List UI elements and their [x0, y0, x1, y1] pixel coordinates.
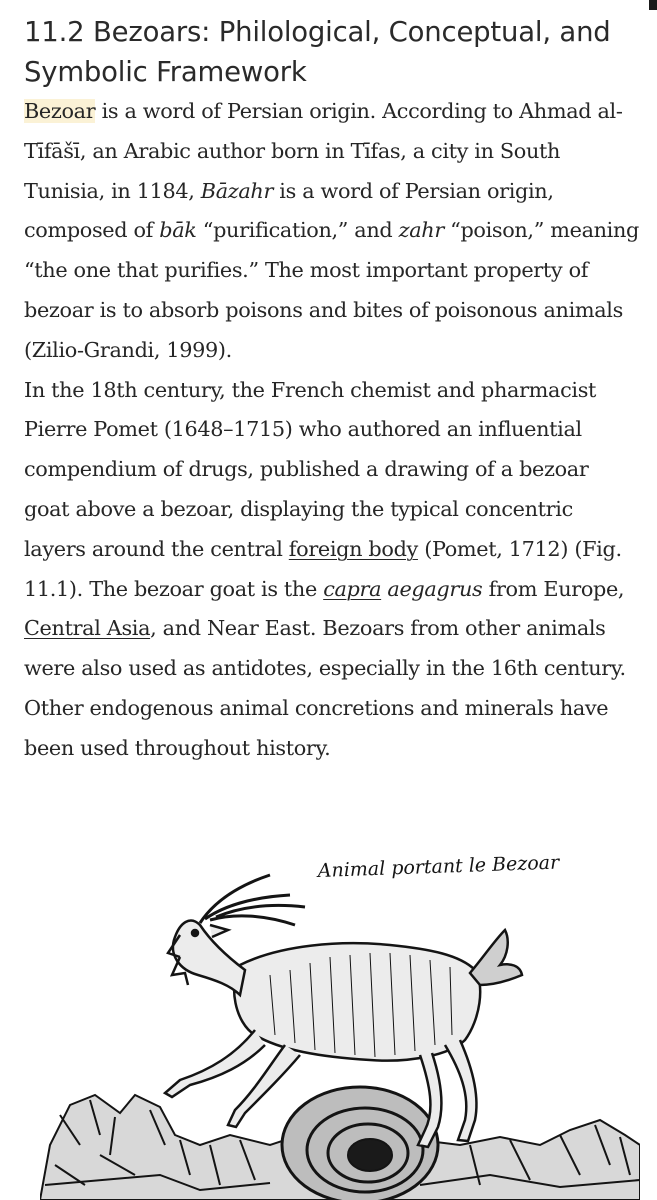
- paragraph-1: [24, 92, 639, 371]
- corner-mark: [649, 0, 657, 10]
- paragraph-1-text-3: “purification,” and: [196, 218, 399, 243]
- section-title: 11.2 Bezoars: Philological, Conceptual, and Symbolic Framework: [24, 16, 611, 88]
- link-foreign-body[interactable]: foreign body: [288, 536, 418, 561]
- paragraph-2-text-1: In the 18th century, the French chemist and pharmacist Pierre Pomet (1648–1715) who authored an influential compendium of drugs, published a drawing of a bezoar goat above a bezoar, displaying the typical concentric layers around the central: [24, 377, 597, 561]
- paragraph-2-text-4: from Europe,: [482, 576, 625, 601]
- term-capra: capra: [323, 576, 382, 601]
- bezoar-stone: [282, 1087, 438, 1200]
- article: [24, 12, 639, 769]
- highlighted-term-bezoar[interactable]: Bezoar: [24, 99, 96, 123]
- paragraph-1-text-4: “poison,” meaning “the one that purifies.” The most important property of bezoar is to absorb poisons and bites of poisonous animals (Zilio-Grandi, 1999).: [24, 218, 639, 362]
- engraving-caption: Animal portant le Bezoar: [317, 851, 560, 882]
- term-zahr: zahr: [398, 218, 444, 243]
- paragraph-2: [24, 371, 639, 769]
- paragraph-1-text-1: is a word of Persian origin. According to Ahmad al-Tīfāšī, an Arabic author born in Tīfas, a city in South Tunisia, in 1184,: [24, 99, 623, 203]
- term-bazahr: Bāzahr: [200, 178, 274, 203]
- paragraph-2-text-2: (Pomet, 1712) (Fig. 11.1). The bezoar goat is the: [24, 536, 622, 601]
- term-bak: bāk: [159, 218, 197, 243]
- figure-bezoar-goat-engraving[interactable]: [40, 845, 640, 1200]
- link-capra[interactable]: [323, 577, 381, 601]
- paragraph-1-text-2: is a word of Persian origin, composed of: [24, 178, 554, 243]
- term-aegagrus: aegagrus: [387, 576, 483, 601]
- engraving-svg: [40, 845, 640, 1200]
- link-central-asia[interactable]: Central Asia: [24, 616, 151, 641]
- paragraph-2-text-5: , and Near East. Bezoars from other animals were also used as antidotes, especially in the 16th century. Other endogenous animal concretions and minerals have been used throughout history.: [24, 616, 626, 760]
